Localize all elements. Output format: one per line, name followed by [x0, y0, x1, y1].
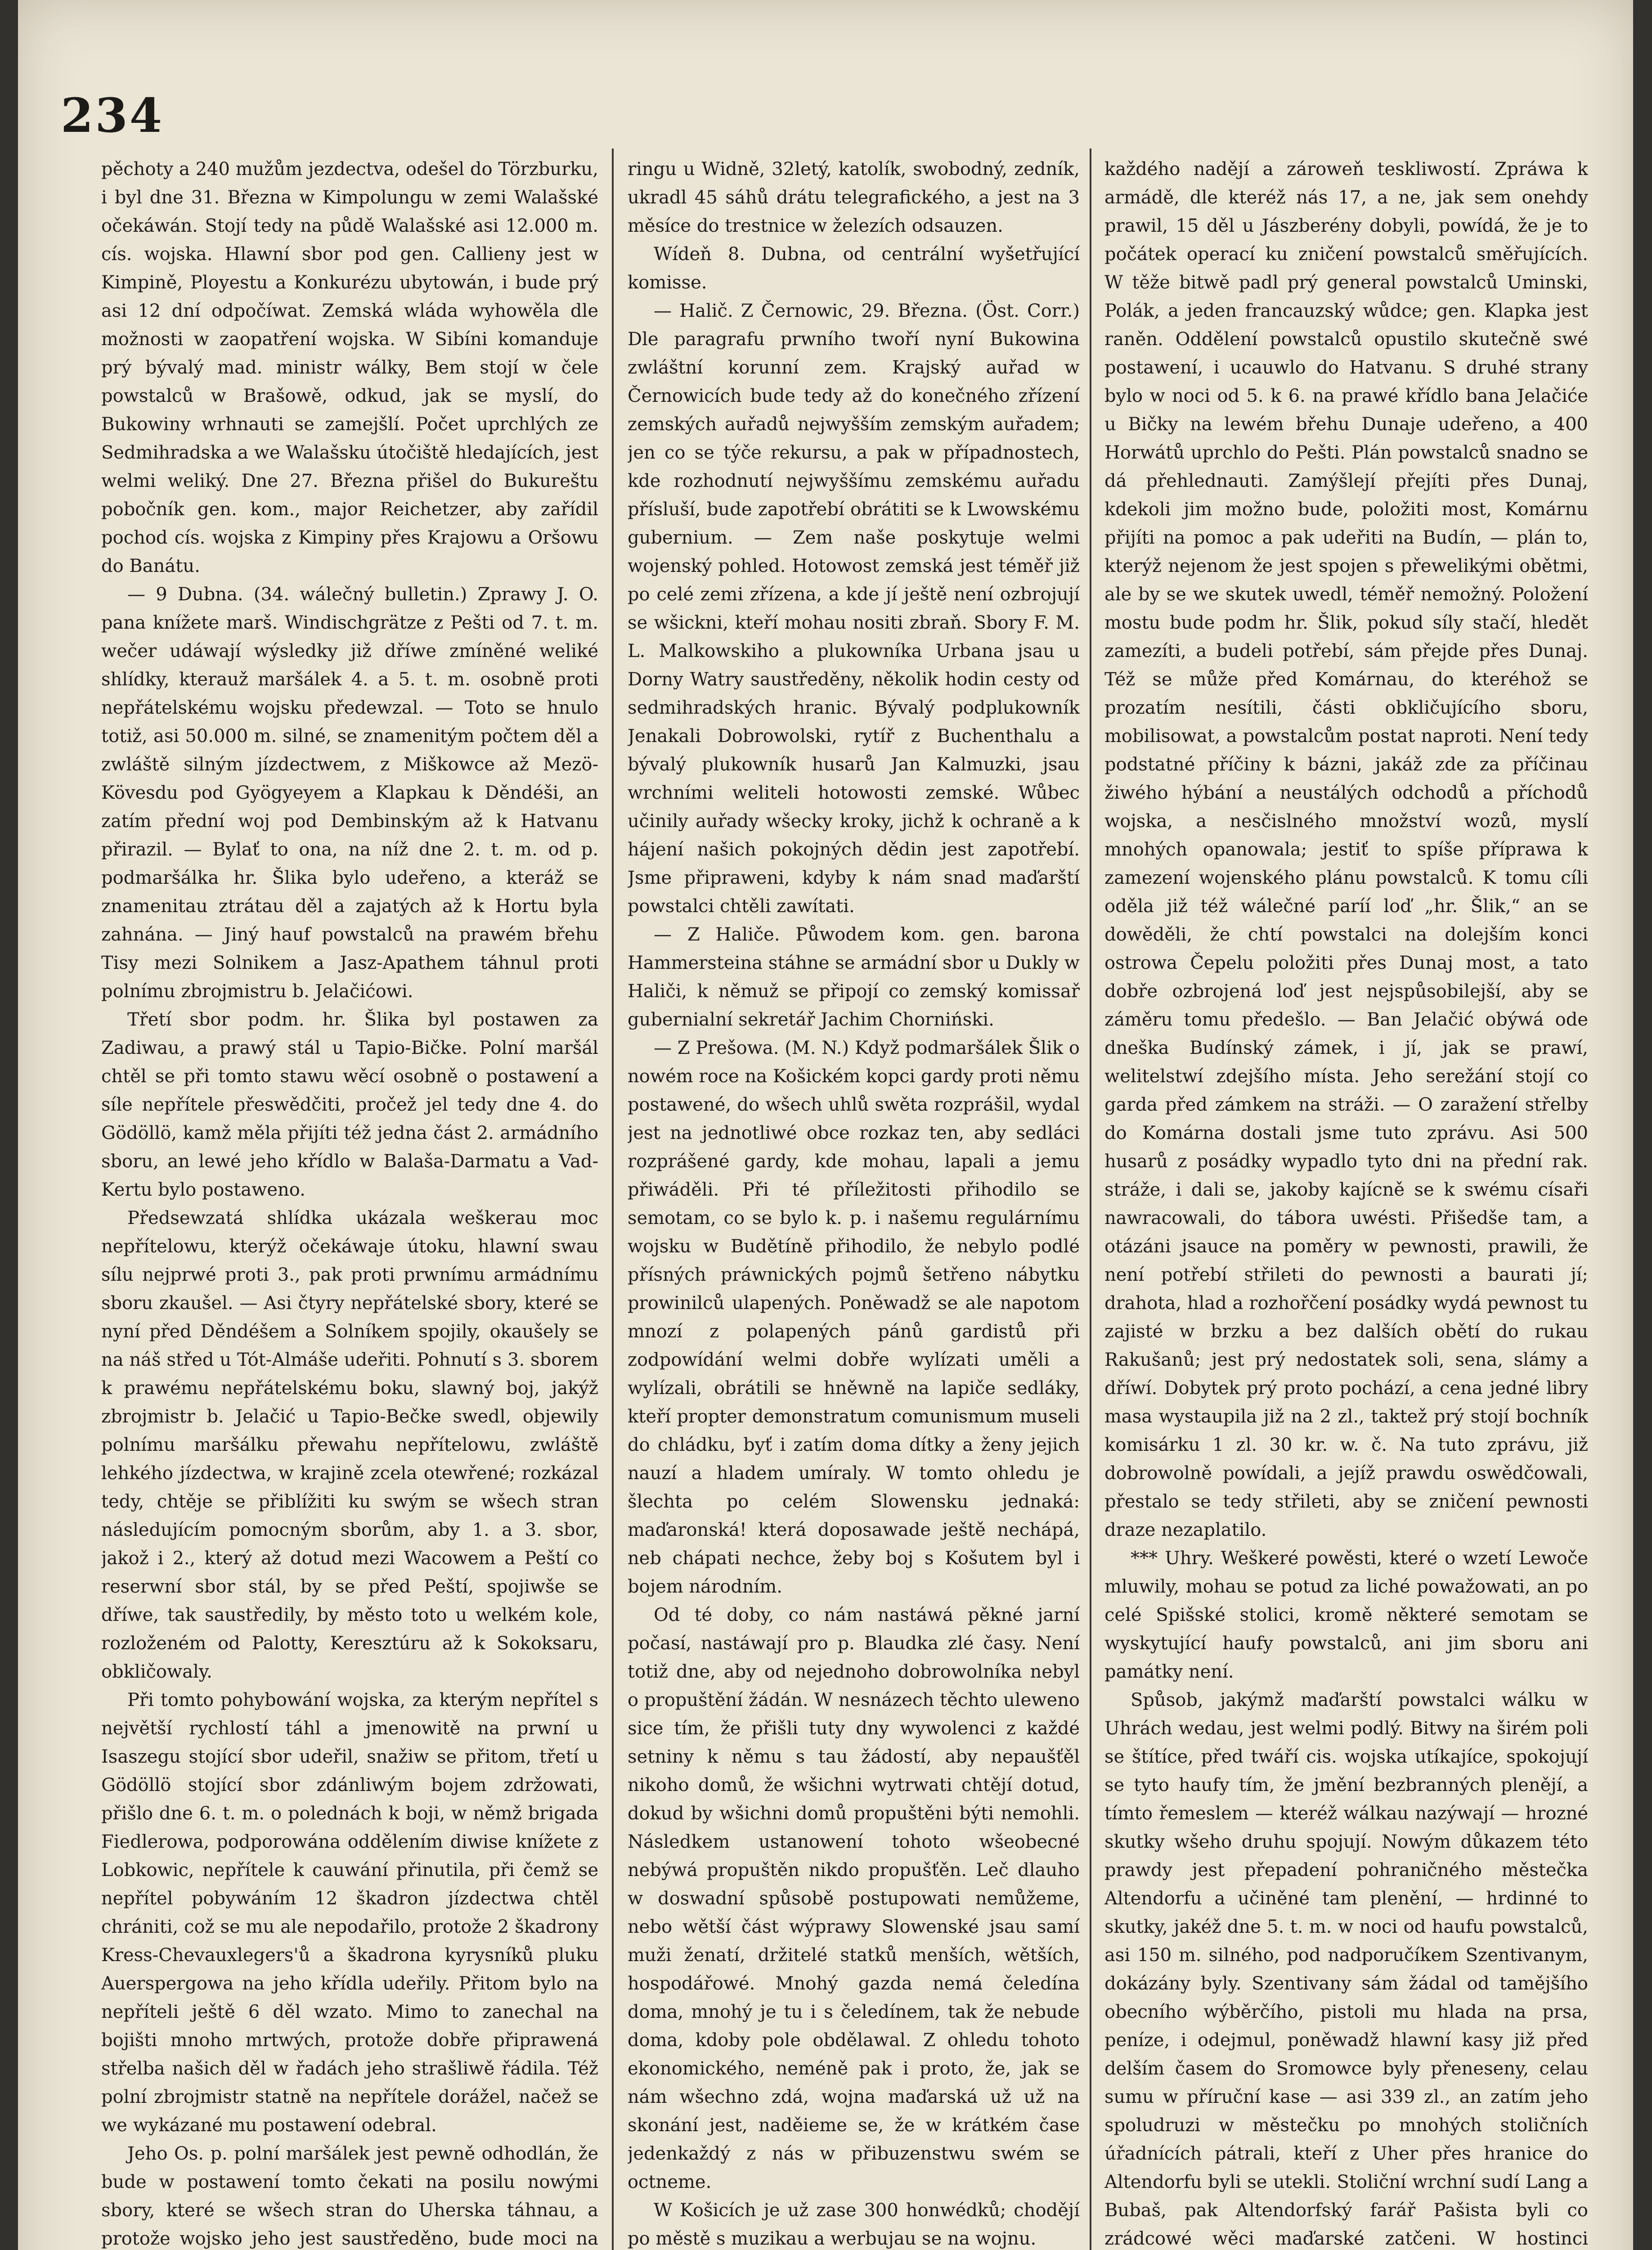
page-number: 234	[61, 88, 164, 143]
article-paragraph: Třetí sbor podm. hr. Šlika byl postawen za Zadiwau, a prawý stál u Tapio-Bičke. Polní maršál chtěl se při tomto stawu wěcí osobně o postawení a síle nepřítele přeswědčiti, pročež jel tedy dne 4. do Gödöllö, kamž měla přijíti též jedna část 2. armádního sboru, an lewé jeho křídlo w Balaša-Darmatu a Vad-Kertu bylo postaweno.	[101, 1009, 598, 1200]
column-3	[1104, 155, 1588, 2250]
column-2	[628, 155, 1080, 2250]
article-paragraph: — Z Haliče. Půwodem kom. gen. barona Hammersteina stáhne se armádní sbor u Dukly w Haliči, k němuž se připojí co zemský komissař gubernialní sekretář Jachim Chorniński.	[628, 924, 1080, 1030]
column-1	[101, 155, 598, 2250]
article-paragraph: Jeho Os. p. polní maršálek jest pewně odhodlán, že bude w postawení tomto čekati na posilu nowými sbory, které se wšech stran do Uherska táhnau, a protože wojsko jeho jest saustředěno, bude moci na	[101, 2143, 598, 2249]
article-paragraph: — 9 Dubna. (34. wálečný bulletin.) Zprawy J. O. pana knížete marš. Windischgrätze z Pešti od 7. t. m. wečer udáwají wýsledky již dříwe zmíněné weliké shlídky, kterauž maršálek 4. a 5. t. m. osobně proti nepřátelskému wojsku předewzal. — Toto se hnulo totiž, asi 50.000 m. silné, se znamenitým počtem děl a zwláště silným jízdectwem, z Miškowce až Mezö-Kövesdu pod Gyögyeyem a Klapkau k Děndéši, an zatím přední woj pod Dembinským až k Hatvanu přirazil. — Bylať to ona, na níž dne 2. t. m. od p. podmaršálka hr. Šlika bylo udeřeno, a kteráž se znamenitau ztrátau děl a zajatých až k Hortu byla zahnána. — Jiný hauf powstalců na prawém břehu Tisy mezi Solnikem a Jasz-Apathem táhnul proti polnímu zbrojmistru b. Jelačićowi.	[101, 584, 598, 1002]
article-paragraph: Wídeň 8. Dubna, od centrální wyšetřující komisse.	[628, 244, 1080, 293]
column-rule-1	[612, 148, 614, 2250]
column-rule-2	[1090, 148, 1091, 2250]
article-paragraph: W Košicích je už zase 300 honwédků; chodějí po městě s muzikau a werbujau se na wojnu.	[628, 2200, 1080, 2249]
article-paragraph: *** Uhry. Weškeré powěsti, které o wzetí Lewoče mluwily, mohau se potud za liché powažowati, an po celé Spišské stolici, kromě některé semotam se wyskytující haufy powstalců, ani jim sboru ani památky není.	[1104, 1548, 1588, 1682]
article-paragraph: — Halič. Z Černowic, 29. Března. (Öst. Corr.) Dle paragrafu prwního twoří nyní Bukowina zwláštní korunní zem. Krajský auřad w Černowicích bude tedy až do konečného zřízení zemských auřadů nejwyšším zemským auřadem; jen co se týče rekursu, a pak w případnostech, kde rozhodnutí nejwyššímu zemskému auřadu přísluší, bude zapotřebí obrátiti se k Lwowskému gubernium. — Zem naše poskytuje welmi wojenský pohled. Hotowost zemská jest téměř již po celé zemi zřízena, a kde jí ještě není ozbrojují se wšickni, kteří mohau nositi zbraň. Sbory F. M. L. Malkowskiho a plukowníka Urbana jsau u Dorny Watry saustředěny, několik hodin cesty od sedmihradských hranic. Bývalý podplukowník Jenakali Dobrowolski, rytíř z Buchenthalu a bývalý plukowník husarů Jan Kalmuzki, jsau wrchními weliteli hotowosti zemské. Wůbec učinily auřady wšecky kroky, jichž k ochraně a k hájení našich pokojných dědin jest zapotřebí. Jsme připraweni, kdyby k nám snad maďarští powstalci chtěli zawítati.	[628, 301, 1080, 917]
article-paragraph: Od té doby, co nám nastáwá pěkné jarní počasí, nastáwají pro p. Blaudka zlé časy. Není totiž dne, aby od nejednoho dobrowolníka nebyl o propuštění žádán. W nesnázech těchto uleweno sice tím, že přišli tuty dny wywolenci z každé setniny k němu s tau žádostí, aby nepaušťěl nikoho domů, že wšichni wytrwati chtějí dotud, dokud by wšichni domů propuštěni býti nemohli. Následkem ustanowení tohoto wšeobecné nebýwá propuštěn nikdo propušťěn. Leč dlauho w doswadní spůsobě postupowati nemůžeme, nebo wětší část wýprawy Slowenské jsau samí muži ženatí, držitelé statků menších, wětších, hospodářowé. Mnohý gazda nemá čeledína doma, mnohý je tu i s čeledínem, tak že nebude doma, kdoby pole obdělawal. Z ohledu tohoto ekonomického, neméně pak i proto, že, jak se nám wšechno zdá, wojna maďarská už už na skonání jest, naděieme se, že w krátkém čase jedenkaždý z nás w přibuzenstwu swém se octneme.	[628, 1605, 1080, 2192]
article-paragraph: — Z Prešowa. (M. N.) Když podmaršálek Šlik o nowém roce na Košickém kopci gardy proti němu postawené, do wšech uhlů swěta rozprášil, wydal jest na jednotliwé obce rozkaz ten, aby sedláci rozprášené gardy, kde mohau, lapali a jemu přiwáděli. Při té příležitosti přihodilo se semotam, co se bylo k. p. i našemu regulárnímu wojsku w Budětíně přihodilo, že nebylo podlé přísných práwnických pojmů šetřeno nábytku prowinilců ulapených. Poněwadž se ale napotom mnozí z polapených pánů gardistů při zodpowídání welmi dobře wylízati uměli a wylízali, obrátili se hněwně na lapiče sedláky, kteří propter demonstratum comunismum museli do chládku, byť i zatím doma dítky a ženy jejich nauzí a hladem umíraly. W tomto ohledu je šlechta po celém Slowensku jednaká: maďaronská! která doposawade ještě nechápá, neb chápati nechce, žeby boj s Košutem byl i bojem národním.	[628, 1038, 1080, 1597]
article-paragraph: Při tomto pohybowání wojska, za kterým nepřítel s největší rychlostí táhl a jmenowitě na prwní u Isaszegu stojící sbor udeřil, snažiw se přitom, třetí u Gödöllö stojící sbor zdánliwým bojem zdržowati, přišlo dne 6. t. m. o polednách k boji, w němž brigada Fiedlerowa, podporowána oddělením diwise knížete z Lobkowic, nepřítele k cauwání přinutila, při čemž se nepřítel pobywáním 12 škadron jízdectwa chtěl chrániti, což se mu ale nepodařilo, protože 2 škadrony Kress-Chevauxlegers'ů a škadrona kyrysníků pluku Auerspergowa na jeho křídla udeřily. Přitom bylo na nepříteli ještě 6 děl wzato. Mimo to zanechal na bojišti mnoho mrtwých, protože dobře připrawená střelba našich děl w řadách jeho strašliwě řádila. Též polní zbrojmistr statně na nepřítele dorážel, načež se we wykázané mu postawení odebral.	[101, 1690, 598, 2136]
article-paragraph: pěchoty a 240 mužům jezdectva, odešel do Törzburku, i byl dne 31. Března w Kimpolungu w zemi Walašské očekáwán. Stojí tedy na půdě Walašské asi 12.000 m. cís. wojska. Hlawní sbor pod gen. Callieny jest w Kimpině, Ployestu a Konkurézu ubytowán, i bude prý asi 12 dní odpočíwat. Zemská wláda wyhowěla dle možnosti w zaopatření wojska. W Sibíni komanduje prý bývalý mad. ministr wálky, Bem stojí w čele powstalců w Brašowě, odkud, jak se myslí, do Bukowiny wrhnauti se zamejšlí. Počet uprchlých ze Sedmihradska a we Walašsku útočiště hledajících, jest welmi weliký. Dne 27. Března přišel do Bukureštu pobočník gen. kom., major Reichetzer, aby zařídil pochod cís. wojska z Kimpiny přes Krajowu a Oršowu do Banátu.	[101, 159, 598, 576]
article-paragraph: každého nadějí a zároweň teskliwostí. Zpráwa k armádě, dle kteréž nás 17, a ne, jak sem onehdy prawil, 15 děl u Jászberény dobyli, powídá, že je to počátek operací ku zničení powstalců směřujících. W těže bitwě padl prý general powstalců Uminski, Polák, a jeden francauzský wůdce; gen. Klapka jest raněn. Oddělení powstalců opustilo skutečně swé postawení, i ucauwlo do Hatvanu. S druhé strany bylo w noci od 5. k 6. na prawé křídlo bana Jelačiće u Bičky na lewém břehu Dunaje udeřeno, a 400 Horwátů uprchlo do Pešti. Plán powstalců snadno se dá přehlednauti. Zamýšlejí přejíti přes Dunaj, kdekoli jim možno bude, položiti most, Komárnu přijíti na pomoc a pak udeřiti na Budín, — plán to, kterýž nejenom že jest spojen s přewelikými obětmi, ale by se we skutek uwedl, téměř nemožný. Položení mostu bude podm hr. Šlik, pokud síly stačí, hledět zamezíti, a budeli potřebí, sám přejde přes Dunaj. Též se může před Komárnau, do kteréhož se prozatím nesítili, části obkličujícího sboru, mobilisowat, a powstalcům postat naproti. Není tedy podstatné příčiny k bázni, jakáž zde za příčinau žiwého hýbání a neustálých odchodů a příchodů wojska, a nesčislného množství wozů, myslí mnohých opanowala; jestiť to spíše příprawa k zamezení wojenského plánu powstalců. K tomu cíli oděla již též wálečné paríí loď „hr. Šlik,“ an se dowěděli, že chtí powstalci na dolejším konci ostrowa Čepelu položiti přes Dunaj most, a tato dobře ozbrojená loď jest nejspůsobilejší, aby se záměru tomu předešlo. — Ban Jelačić obýwá ode dneška Budínský zámek, i jí, jak se prawí, welitelstwí zdejšího místa. Jeho serežání stojí co garda před zámkem na stráži. — O zaražení střelby do Komárna dostali jsme tuto zprávu. Asi 500 husarů z posádky wypadlo tyto dni na přední rak. stráže, i dali se, jakoby kajícně se k swému císaři nawracowali, do tábora uwésti. Přišedše tam, a otázáni jsauce na poměry w pewnosti, prawili, že není potřebí střileti do pewnosti a baurati jí; drahota, hlad a rozhořčení posádky wydá pewnost tu zajisté w brzku a bez dalších obětí do rukau Rakušanů; jest prý nedostatek soli, sena, slámy a dříwí. Dobytek prý proto pochází, a cena jedné libry masa wystaupila již na 2 zl., taktež prý stojí bochník komisárku 1 zl. 30 kr. w. č. Na tuto zprávu, již dobrowolně powídali, a jejíž prawdu oswědčowali, přestalo se tedy střileti, aby se zničení pewnosti draze nezaplatilo.	[1104, 159, 1588, 1540]
article-paragraph: Předsewzatá shlídka ukázala weškerau moc nepřítelowu, kterýž očekáwaje útoku, hlawní swau sílu nejprwé proti 3., pak proti prwnímu armádnímu sboru zkaušel. — Asi čtyry nepřátelské sbory, které se nyní před Děndéšem a Solníkem spojily, okaušely se na náš střed u Tót-Almáše udeřiti. Pohnutí s 3. sborem k prawému nepřátelskému boku, slawný boj, jakýž zbrojmistr b. Jelačić u Tapio-Bečke swedl, objewily polnímu maršálku přewahu nepřítelowu, zwláště lehkého jízdectwa, w krajině zcela otewřené; rozkázal tedy, chtěje se přiblížiti ku swým se wšech stran následujícím pomocným sborům, aby 1. a 3. sbor, jakož i 2., který až dotud mezi Wacowem a Peští co reserwní sbor stál, by se před Peští, spojiwše se dříwe, tak saustředily, by město toto u welkém kole, rozloženém od Palotty, Keresztúru až k Sokoksaru, obkličowaly.	[101, 1208, 598, 1682]
article-paragraph: ringu u Widně, 32letý, katolík, swobodný, zedník, ukradl 45 sáhů drátu telegrafického, a jest na 3 měsíce do trestnice w železích odsauzen.	[628, 159, 1080, 236]
article-paragraph: Spůsob, jakýmž maďarští powstalci wálku w Uhrách wedau, jest welmi podlý. Bitwy na širém poli se štítíce, před twáří cis. wojska utíkajíce, spokojují se tyto haufy tím, že jmění bezbranných plenějí, a tímto řemeslem — kteréž wálkau nazýwají — hrozné skutky wšeho druhu spojují. Nowým důkazem této prawdy jest přepadení pohraničného městečka Altendorfu a učiněné tam plenění, — hrdinné to skutky, jakéž dne 5. t. m. w noci od haufu powstalců, asi 150 m. silného, pod nadporučíkem Szentivanym, dokázány byly. Szentivany sám žádal od tamějšího obecního wýběrčího, pistoli mu hlada na prsa, peníze, i odejmul, poněwadž hlawní kasy již před delším časem do Sromowce byly přeneseny, celau sumu w příruční kase — asi 339 zl., an zatím jeho spoludruzi w městečku po mnohých stoličních úřadnících pátrali, kteří z Uher přes hranice do Altendorfu byli se utekli. Stoliční wrchní sudí Lang a Bubaš, pak Altendorfský farář Pašista byli co zrádcowé wěci maďarské zatčeni. W hostinci	[1104, 1690, 1588, 2249]
